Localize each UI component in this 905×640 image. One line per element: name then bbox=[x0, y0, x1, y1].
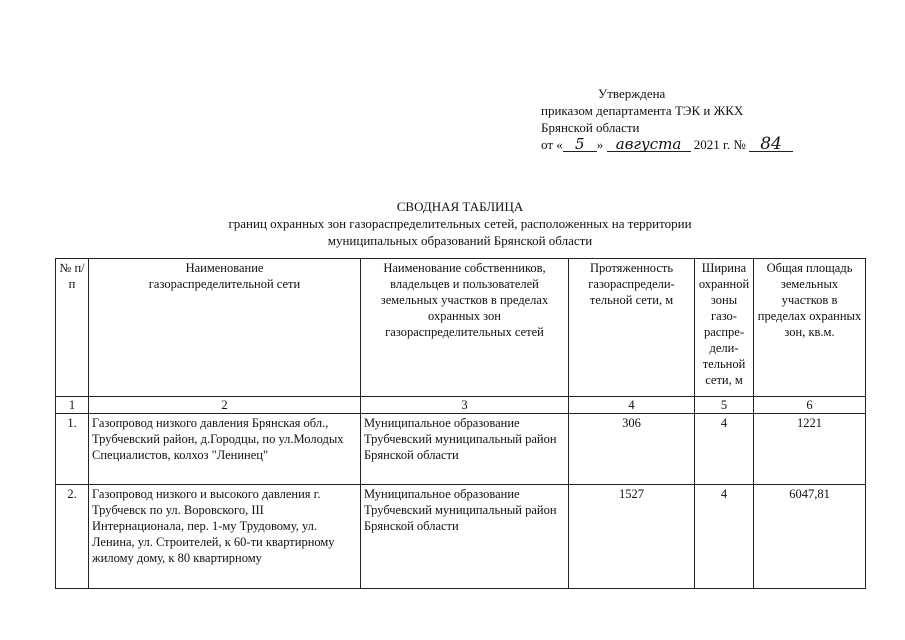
column-number: 2 bbox=[89, 397, 361, 414]
title-line-2: границ охранных зон газораспределительных сетей, расположенных на территории bbox=[228, 216, 692, 231]
column-number: 1 bbox=[56, 397, 89, 414]
header-network: Наименование газораспределительной сети bbox=[89, 259, 361, 397]
handwritten-day: 5 bbox=[563, 137, 597, 152]
table-header-row bbox=[56, 259, 866, 397]
row-owner: Муниципальное образование Трубчевский муниципальный район Брянской области bbox=[361, 485, 569, 589]
column-number: 5 bbox=[695, 397, 754, 414]
row-area: 6047,81 bbox=[754, 485, 866, 589]
row-length: 1527 bbox=[569, 485, 695, 589]
approval-line-2: приказом департамента ТЭК и ЖКХ bbox=[541, 103, 744, 118]
approval-line-1: Утверждена bbox=[598, 86, 666, 101]
table-row bbox=[56, 485, 866, 589]
column-number-row bbox=[56, 397, 866, 414]
header-index: № п/п bbox=[56, 259, 89, 397]
row-index: 2. bbox=[56, 485, 89, 589]
row-owner: Муниципальное образование Трубчевский муниципальный район Брянской области bbox=[361, 414, 569, 485]
handwritten-month: августа bbox=[607, 137, 691, 152]
handwritten-order-number: 84 bbox=[749, 137, 793, 152]
header-owner: Наименование собственников, владельцев и пользователей земельных участков в пределах охранных зон газораспределительных сетей bbox=[361, 259, 569, 397]
row-length: 306 bbox=[569, 414, 695, 485]
date-quote-close: » bbox=[596, 137, 604, 152]
header-length: Протяженность газораспредели-тельной сети, м bbox=[569, 259, 695, 397]
document-title bbox=[150, 198, 770, 249]
header-width: Ширина охранной зоны газо-распре-дели-тельной сети, м bbox=[695, 259, 754, 397]
header-area: Общая площадь земельных участков в пределах охранных зон, кв.м. bbox=[754, 259, 866, 397]
date-year: 2021 г. № bbox=[693, 137, 746, 152]
title-line-3: муниципальных образований Брянской области bbox=[327, 233, 593, 248]
date-prefix: от « bbox=[541, 137, 563, 152]
column-number: 3 bbox=[361, 397, 569, 414]
column-number: 4 bbox=[569, 397, 695, 414]
approval-date-line bbox=[541, 136, 841, 153]
approval-stamp bbox=[541, 85, 841, 153]
row-network: Газопровод низкого давления Брянская обл., Трубчевский район, д.Городцы, по ул.Молодых Специалистов, колхоз "Ленинец" bbox=[89, 414, 361, 485]
row-index: 1. bbox=[56, 414, 89, 485]
column-number: 6 bbox=[754, 397, 866, 414]
title-heading: СВОДНАЯ ТАБЛИЦА bbox=[396, 199, 524, 214]
row-area: 1221 bbox=[754, 414, 866, 485]
row-width: 4 bbox=[695, 414, 754, 485]
row-width: 4 bbox=[695, 485, 754, 589]
table-row bbox=[56, 414, 866, 485]
summary-table bbox=[55, 258, 866, 589]
row-network: Газопровод низкого и высокого давления г. Трубчевск по ул. Воровского, III Интернационала, пер. 1-му Трудовому, ул. Ленина, ул. Строителей, к 60-ти квартирному жилому дому, к 80 квартирному bbox=[89, 485, 361, 589]
approval-line-3: Брянской области bbox=[541, 120, 640, 135]
